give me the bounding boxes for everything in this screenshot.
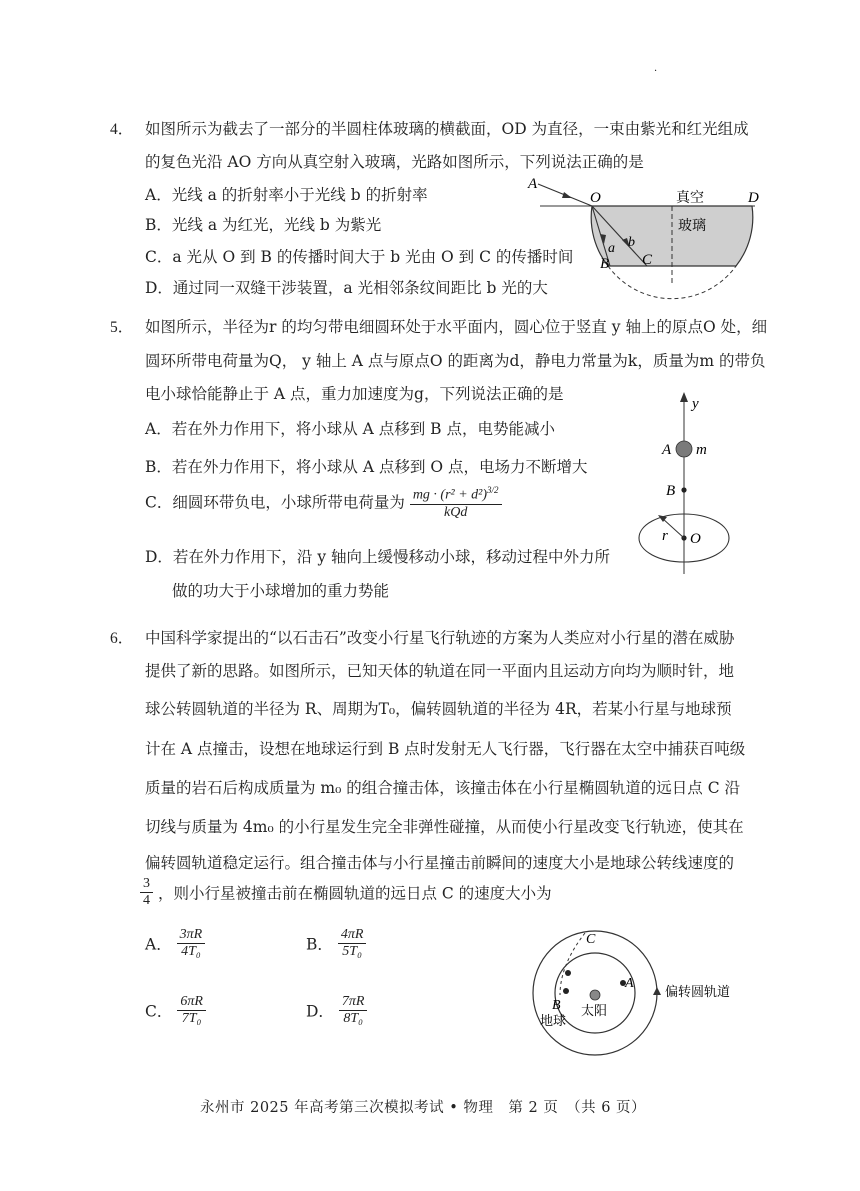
question-stem: 如图所示为截去了一部分的半圆柱体玻璃的横截面，OD 为直径，一束由紫光和红光组成 xyxy=(145,120,749,138)
label-sun: 太阳 xyxy=(581,1003,608,1018)
label-C: C xyxy=(586,932,596,947)
label-r: r xyxy=(662,528,668,544)
label-a: a xyxy=(608,241,615,256)
option-a: A． $\frac{3\pi R}{\text{4T₀}}$ xyxy=(145,927,205,960)
label-vacuum: 真空 xyxy=(676,191,704,206)
label-m: m xyxy=(696,442,707,458)
label-earth: 地球 xyxy=(540,1013,567,1028)
label-glass: 玻璃 xyxy=(678,219,706,234)
option-d: D．若在外力作用下，沿 y 轴向上缓慢移动小球，移动过程中外力所 xyxy=(145,548,611,566)
charged-ring-diagram xyxy=(632,388,762,580)
option-d: D．通过同一双缝干涉装置，a 光相邻条纹间距比 b 光的大 xyxy=(145,279,548,297)
page-mark: · xyxy=(654,66,658,77)
label-C: C xyxy=(642,252,653,268)
option-d: D． $\frac{7\pi R}{\text{8T₀}}$ xyxy=(306,994,367,1027)
option-c: C． $\frac{6\pi R}{\text{7T₀}}$ xyxy=(145,994,206,1027)
option-a: A．若在外力作用下，将小球从 A 点移到 B 点，电势能减小 xyxy=(145,420,555,438)
ratio-fraction: $\frac{3}{4}$ xyxy=(140,876,153,909)
label-B: B xyxy=(552,998,561,1013)
label-O: O xyxy=(690,531,701,547)
question-number: 5． xyxy=(110,319,134,336)
option-c-text: C．细圆环带负电，小球所带电荷量为 xyxy=(145,493,405,512)
question-stem: 切线与质量为 4m₀ 的小行星发生完全非弹性碰撞，从而使小行星改变飞行轨迹，使其在 xyxy=(145,818,744,836)
label-A: A xyxy=(528,176,538,192)
label-O: O xyxy=(590,190,601,206)
label-y: y xyxy=(692,396,699,412)
question-stem-tail: ，则小行星被撞击前在椭圆轨道的远日点 C 的速度大小为 xyxy=(157,884,552,903)
earth-point xyxy=(563,988,569,994)
orbit-diagram xyxy=(525,925,785,1060)
sun xyxy=(590,990,600,1000)
label-A: A xyxy=(662,442,672,458)
ball xyxy=(676,441,692,457)
option-b: B．若在外力作用下，将小球从 A 点移到 O 点，电场力不断增大 xyxy=(145,458,588,476)
glass-refraction-diagram xyxy=(520,172,770,312)
formula-exponent: 3/2 xyxy=(487,485,499,495)
label-D: D xyxy=(748,190,759,206)
question-number: 4． xyxy=(110,121,134,138)
charge-formula xyxy=(410,482,502,521)
asteroid-ellipse xyxy=(560,933,585,995)
option-c xyxy=(145,482,502,521)
question-stem: 质量的岩石后构成质量为 m₀ 的组合撞击体，该撞击体在小行星椭圆轨道的远日点 C 沿 xyxy=(145,779,740,797)
label-b: b xyxy=(628,235,635,250)
label-B: B xyxy=(666,483,676,499)
label-B: B xyxy=(600,256,610,272)
impactor-point xyxy=(565,970,571,976)
label-orbit: 偏转圆轨道 xyxy=(665,984,731,999)
question-stem: 偏转圆轨道稳定运行。组合撞击体与小行星撞击前瞬间的速度大小是地球公转线速度的 xyxy=(145,854,735,872)
question-stem: 如图所示，半径为r 的均匀带电细圆环处于水平面内，圆心位于竖直 y 轴上的原点O 处，细 xyxy=(145,318,768,336)
option-b: B． $\frac{4\pi R}{\text{5T₀}}$ xyxy=(306,927,366,960)
label-A: A xyxy=(625,976,634,991)
question-stem: 计在 A 点撞击，设想在地球运行到 B 点时发射无人飞行器，飞行器在太空中捕获百吨级 xyxy=(145,740,746,758)
page-footer: 永州市 2025 年高考第三次模拟考试 • 物理 第 2 页 （共 6 页） xyxy=(200,1100,647,1116)
option-b: B．光线 a 为红光，光线 b 为紫光 xyxy=(145,216,382,234)
point-B xyxy=(681,487,686,492)
question-stem: 球公转圆轨道的半径为 R、周期为T₀，偏转圆轨道的半径为 4R，若某小行星与地球预 xyxy=(145,700,732,718)
question-stem: 电小球恰能静止于 A 点，重力加速度为g，下列说法正确的是 xyxy=(145,385,564,403)
option-a: A．光线 a 的折射率小于光线 b 的折射率 xyxy=(145,186,428,204)
orbit-arrow xyxy=(653,987,661,995)
formula-denominator: kQd xyxy=(444,504,468,520)
question-number: 6． xyxy=(110,630,134,647)
question-stem: 提供了新的思路。如图所示，已知天体的轨道在同一平面内且运动方向均为顺时针，地 xyxy=(145,662,735,680)
question-stem: 圆环所带电荷量为Q， y 轴上 A 点与原点O 的距离为d，静电力常量为k，质量为m 的带负 xyxy=(145,352,766,370)
option-d-cont: 做的功大于小球增加的重力势能 xyxy=(172,582,390,600)
formula-numerator: mg · (r² + d²) xyxy=(412,487,488,503)
incident-arrow xyxy=(562,192,572,198)
y-axis-arrow xyxy=(680,392,688,402)
question-stem: 中国科学家提出的“以石击石”改变小行星飞行轨迹的方案为人类应对小行星的潜在威胁 xyxy=(145,629,735,647)
option-c: C．a 光从 O 到 B 的传播时间大于 b 光由 O 到 C 的传播时间 xyxy=(145,248,574,266)
question-stem: 的复色光沿 AO 方向从真空射入玻璃，光路如图所示，下列说法正确的是 xyxy=(145,153,644,171)
question-stem-last xyxy=(140,876,552,909)
